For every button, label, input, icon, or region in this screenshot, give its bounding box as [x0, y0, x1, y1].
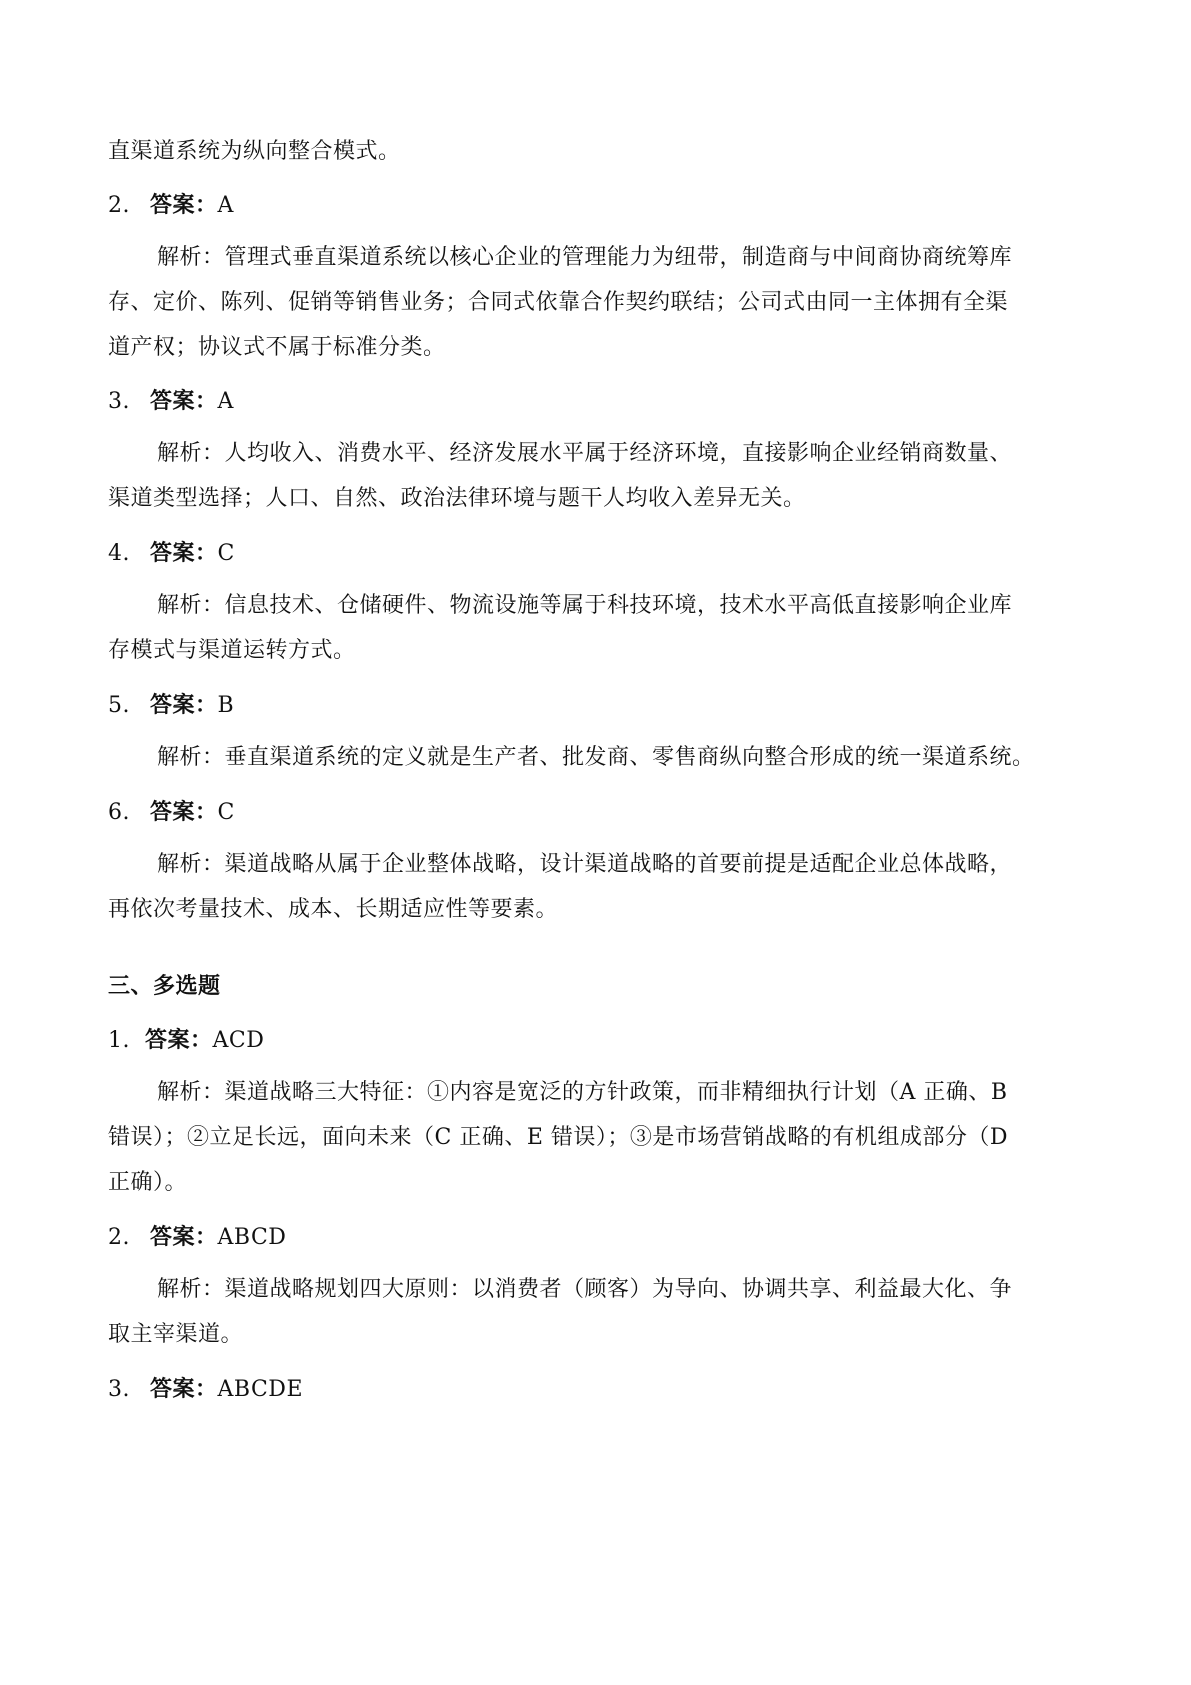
analysis-line: 解析：渠道战略三大特征：①内容是宽泛的方针政策，而非精细执行计划（A 正确、B: [157, 1080, 1008, 1105]
answer-line: [108, 1222, 286, 1253]
answer-label: 答案：: [150, 692, 218, 718]
analysis-line: 解析：渠道战略从属于企业整体战略，设计渠道战略的首要前提是适配企业总体战略，: [157, 852, 1013, 877]
answer-line: [108, 538, 235, 569]
answer-value: A: [217, 389, 234, 414]
analysis-line: 解析：渠道战略规划四大原则：以消费者（顾客）为导向、协调共享、利益最大化、争: [157, 1277, 1013, 1302]
answer-line: [108, 190, 234, 221]
text-line: 取主宰渠道。: [108, 1322, 244, 1347]
text-line: 渠道类型选择；人口、自然、政治法律环境与题干人均收入差异无关。: [108, 486, 806, 511]
answer-label: 答案：: [150, 388, 218, 414]
analysis-line: 解析：人均收入、消费水平、经济发展水平属于经济环境，直接影响企业经销商数量、: [157, 441, 1013, 466]
answer-value: B: [217, 693, 235, 718]
answer-line: [108, 797, 235, 828]
answer-value: ABCD: [217, 1225, 287, 1250]
answer-line: [108, 1025, 264, 1056]
text-line: 存模式与渠道运转方式。: [108, 638, 356, 663]
answer-label: 答案：: [145, 1027, 213, 1053]
text-line: 存、定价、陈列、促销等销售业务；合同式依靠合作契约联结；公司式由同一主体拥有全渠: [108, 290, 1009, 315]
question-number: 2.: [108, 1225, 130, 1250]
answer-label: 答案：: [150, 540, 218, 566]
answer-label: 答案：: [150, 192, 218, 218]
question-number: 5.: [108, 693, 130, 718]
question-number: 4.: [108, 541, 130, 566]
question-number: 6.: [108, 800, 130, 825]
text-line: 错误）；②立足长远，面向未来（C 正确、E 错误）；③是市场营销战略的有机组成部分（D: [108, 1125, 1009, 1150]
answer-value: ABCDE: [217, 1377, 304, 1402]
answer-value: A: [217, 193, 234, 218]
question-number: 1.: [108, 1028, 130, 1053]
answer-line: [108, 386, 234, 417]
analysis-line: 解析：管理式垂直渠道系统以核心企业的管理能力为纽带，制造商与中间商协商统筹库: [157, 245, 1013, 270]
answer-value: ACD: [212, 1028, 265, 1053]
question-number: 3.: [108, 1377, 130, 1402]
answer-label: 答案：: [150, 1376, 218, 1402]
answer-line: [108, 1374, 303, 1405]
text-line: 直渠道系统为纵向整合模式。: [108, 139, 401, 164]
question-number: 3.: [108, 389, 130, 414]
analysis-line: 解析：信息技术、仓储硬件、物流设施等属于科技环境，技术水平高低直接影响企业库: [157, 593, 1013, 618]
answer-label: 答案：: [150, 1224, 218, 1250]
text-line: 道产权；协议式不属于标准分类。: [108, 335, 446, 360]
question-number: 2.: [108, 193, 130, 218]
answer-value: C: [217, 800, 235, 825]
answer-value: C: [217, 541, 235, 566]
analysis-line: 解析：垂直渠道系统的定义就是生产者、批发商、零售商纵向整合形成的统一渠道系统。: [157, 745, 1035, 770]
text-line: 再依次考量技术、成本、长期适应性等要素。: [108, 897, 559, 922]
answer-line: [108, 690, 234, 721]
section-heading: 三、多选题: [108, 973, 221, 999]
text-line: 正确）。: [108, 1170, 188, 1195]
answer-label: 答案：: [150, 799, 218, 825]
